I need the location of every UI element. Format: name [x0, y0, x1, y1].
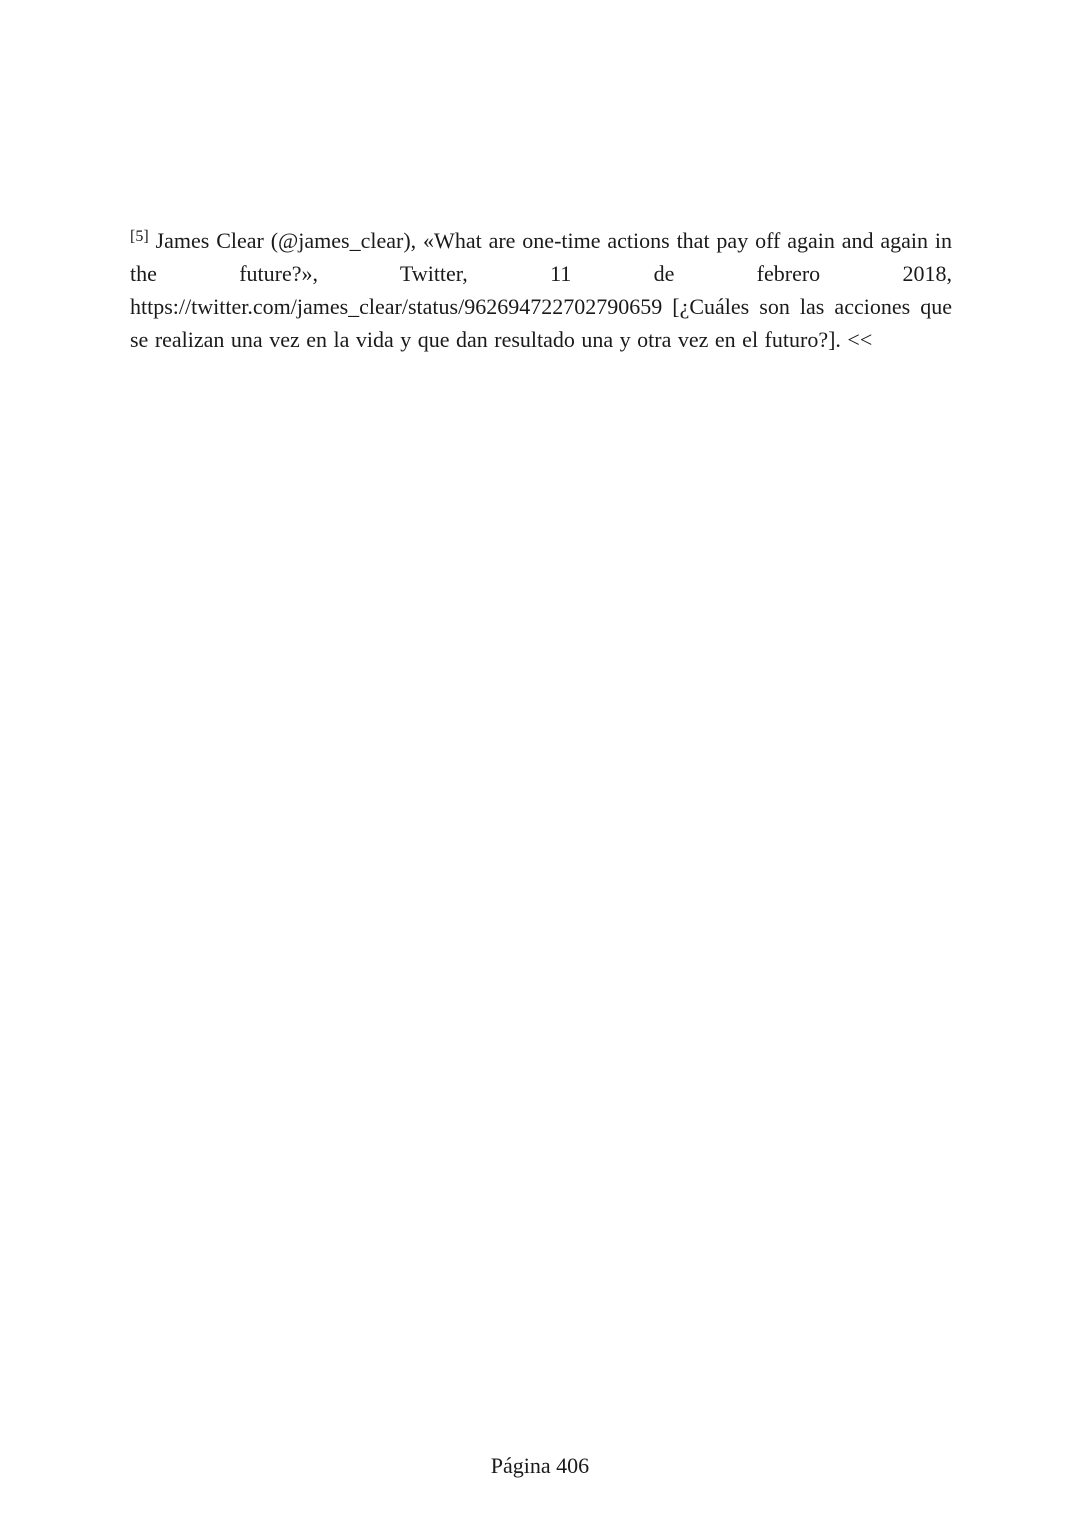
footnote-text: James Clear (@james_clear), «What are one-time actions that pay off again and again in the future?», Twitter, 11 de febrero 2018, https://twitter.com/james_clear/status/962694722702790659 [¿Cuáles son las acciones que se realizan una vez en la vida y que dan resultado una y otra vez en el futuro?]. — [130, 228, 953, 352]
footnote-backlink[interactable]: << — [847, 327, 873, 352]
page-number-label: Página 406 — [490, 1453, 590, 1478]
footnote-paragraph — [130, 224, 952, 356]
footnote-marker-link[interactable]: [5] — [130, 228, 149, 245]
page-footer — [0, 1453, 1080, 1479]
